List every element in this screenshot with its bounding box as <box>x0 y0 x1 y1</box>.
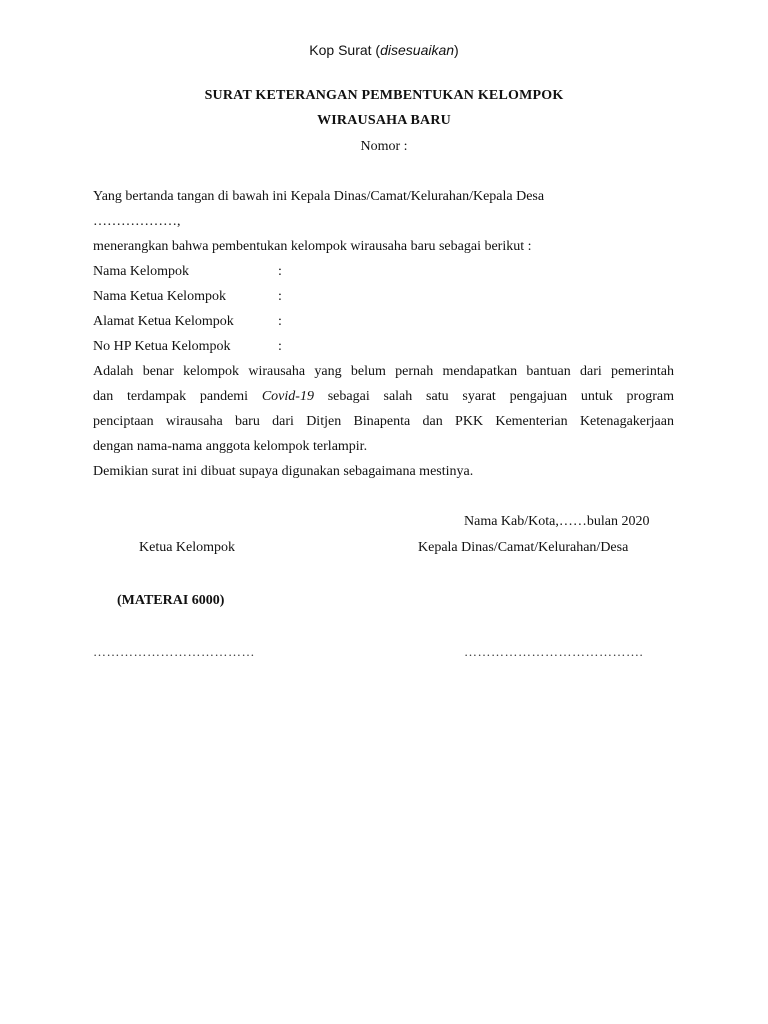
field-colon: : <box>278 264 282 279</box>
document-title-line2: WIRAUSAHA BARU <box>317 113 451 128</box>
document-number: Nomor : <box>360 139 408 154</box>
field-label-nama-kelompok: Nama Kelompok <box>93 264 190 279</box>
letterhead-placeholder <box>0 42 768 58</box>
kop-italic: disesuaikan <box>380 42 455 58</box>
stamp-duty-placeholder: (MATERAI 6000) <box>117 593 225 608</box>
body-line-4: dengan nama-nama anggota kelompok terlampir. <box>93 439 368 454</box>
signature-line-right: …………………………………. <box>464 644 644 659</box>
intro-line-2: ………………, <box>93 214 181 229</box>
field-colon: : <box>278 314 282 329</box>
covid-italic: Covid-19 <box>261 389 314 404</box>
place-date: Nama Kab/Kota,……bulan 2020 <box>464 514 650 529</box>
body-line-2-a: dan terdampak pandemi <box>93 389 262 404</box>
intro-line-1: Yang bertanda tangan di bawah ini Kepala Dinas/Camat/Kelurahan/Kepala Desa <box>93 189 545 204</box>
document-title-line1: SURAT KETERANGAN PEMBENTUKAN KELOMPOK <box>204 88 564 103</box>
signature-line-left: ……………………………… <box>93 644 255 659</box>
body-line-2 <box>93 389 674 405</box>
signer-left-title: Ketua Kelompok <box>139 540 236 555</box>
signer-right-title: Kepala Dinas/Camat/Kelurahan/Desa <box>418 540 629 555</box>
closing-statement: Demikian surat ini dibuat supaya digunakan sebagaimana mestinya. <box>93 464 474 479</box>
field-colon: : <box>278 339 282 354</box>
intro-line-3: menerangkan bahwa pembentukan kelompok wirausaha baru sebagai berikut : <box>93 239 532 254</box>
kop-suffix: ) <box>454 42 459 58</box>
body-line-3: penciptaan wirausaha baru dari Ditjen Binapenta dan PKK Kementerian Ketenagakerjaan <box>93 414 674 429</box>
field-label-no-hp: No HP Ketua Kelompok <box>93 339 231 354</box>
field-label-nama-ketua: Nama Ketua Kelompok <box>93 289 226 304</box>
kop-prefix: Kop Surat ( <box>309 42 381 58</box>
body-line-2-b: sebagai salah satu syarat pengajuan untuk program <box>313 389 674 404</box>
field-colon: : <box>278 289 282 304</box>
field-label-alamat-ketua: Alamat Ketua Kelompok <box>93 314 234 329</box>
body-line-1: Adalah benar kelompok wirausaha yang belum pernah mendapatkan bantuan dari pemerintah <box>93 364 674 379</box>
